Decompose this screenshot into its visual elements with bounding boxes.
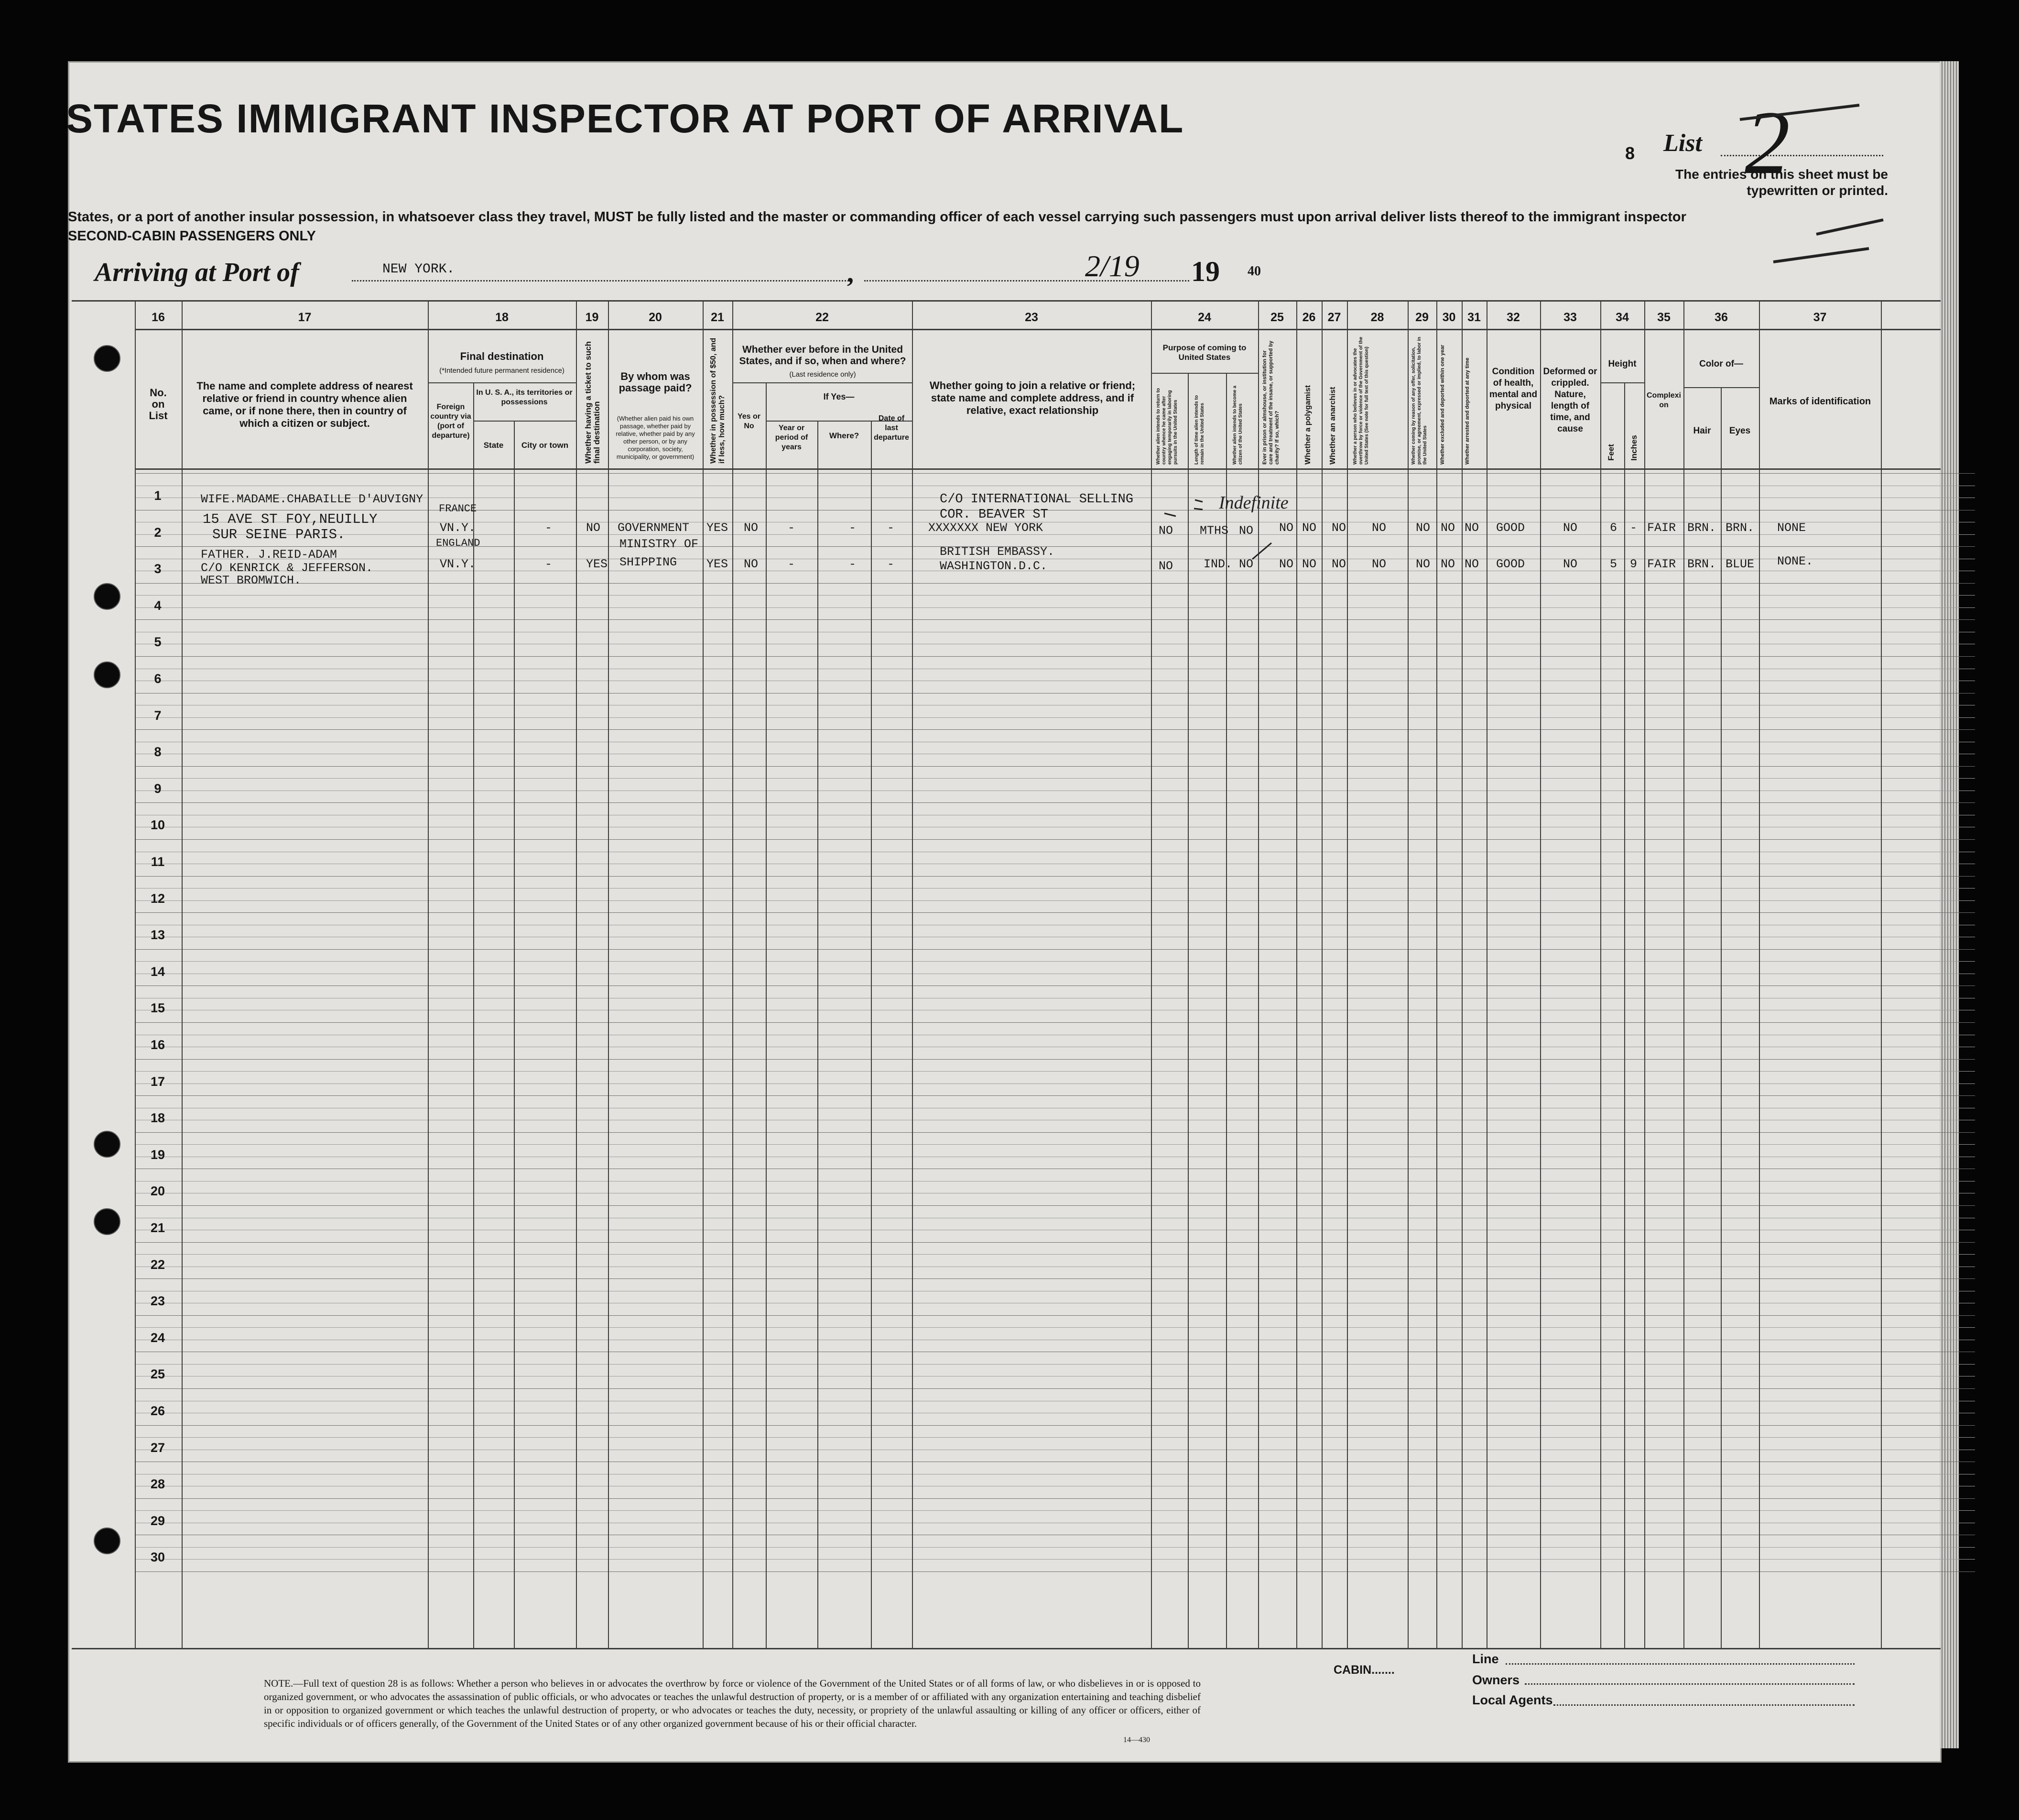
entry-2-relative-line2: C/O KENRICK & JEFFERSON. bbox=[201, 561, 373, 575]
entry-1-complexion: FAIR bbox=[1647, 521, 1676, 535]
row-number: 27 bbox=[150, 1440, 165, 1455]
entry-2-purpose-a: NO bbox=[1159, 559, 1173, 573]
col-divider bbox=[1759, 301, 1760, 1649]
row-number: 5 bbox=[154, 635, 162, 650]
entry-2-complexion: FAIR bbox=[1647, 557, 1676, 571]
row-rule bbox=[135, 1571, 1975, 1572]
row-rule bbox=[135, 583, 1975, 584]
heading-q28: Whether a person who believes in or advocates the overthrow by force or violence of the Government of the United States (See note for full text of this question) bbox=[1353, 336, 1369, 465]
entry-1-feet: 6 bbox=[1610, 521, 1617, 535]
col-number: 25 bbox=[1270, 311, 1284, 324]
heading-before-sub: (Last residence only) bbox=[789, 370, 856, 379]
list-number: 2 bbox=[1745, 93, 1790, 193]
row-rule bbox=[135, 766, 1975, 767]
heading-purpose-a: Whether alien intends to return to country whence he came after engaging temporarily in laboring pursuits in the United States bbox=[1156, 388, 1178, 465]
col-number: 37 bbox=[1813, 311, 1827, 324]
page-title: STATES IMMIGRANT INSPECTOR AT PORT OF ARRIVAL bbox=[66, 96, 1184, 141]
row-rule bbox=[135, 656, 1975, 657]
col-number: 22 bbox=[815, 311, 829, 324]
heading-inches: Inches bbox=[1629, 435, 1639, 461]
col-divider bbox=[871, 421, 872, 1649]
row-rule bbox=[135, 473, 1975, 474]
row-number: 18 bbox=[150, 1111, 165, 1126]
row-rule bbox=[135, 961, 1975, 962]
heading-final-destination-sub: (*Intended future permanent residence) bbox=[439, 367, 564, 375]
entry-2-where: - bbox=[849, 557, 857, 571]
entry-2-prison: NO bbox=[1279, 557, 1294, 571]
heading-condition: Condition of health, mental and physical bbox=[1489, 367, 1538, 411]
punch-hole bbox=[94, 345, 120, 372]
entry-2-ticket: YES bbox=[586, 557, 608, 571]
entry-2-money: YES bbox=[706, 557, 728, 571]
row-number: 20 bbox=[150, 1184, 165, 1199]
col-number: 29 bbox=[1415, 311, 1429, 324]
heading-q30: Whether excluded and deported within one year bbox=[1440, 345, 1445, 465]
entry-2-inches: 9 bbox=[1630, 557, 1638, 571]
entry-1-where: - bbox=[849, 521, 857, 535]
row-number: 10 bbox=[150, 818, 165, 833]
entry-1-state: VN.Y. bbox=[440, 521, 476, 535]
entry-1-relative-line1: WIFE.MADAME.CHABAILLE D'AUVIGNY bbox=[201, 492, 423, 506]
owners-label: Owners bbox=[1472, 1673, 1520, 1687]
heading-if-yes: If Yes— bbox=[823, 392, 855, 401]
entry-1-period: - bbox=[788, 521, 795, 535]
row-number: 19 bbox=[150, 1147, 165, 1162]
heading-join-relative: Whether going to join a relative or friend; state name and complete address, and if relative, exact relationship bbox=[929, 379, 1136, 416]
subhead-line bbox=[473, 421, 576, 422]
heading-state: State bbox=[483, 441, 504, 450]
handwritten-marks bbox=[1702, 96, 1902, 277]
entry-1-before: NO bbox=[744, 521, 759, 535]
col-divider bbox=[1683, 301, 1684, 1649]
col-divider bbox=[817, 421, 818, 1649]
heading-possession: Whether in possession of $50, and if less, how much? bbox=[709, 337, 726, 464]
col-divider bbox=[608, 301, 609, 1649]
row-rule bbox=[135, 1242, 1975, 1243]
heading-city-or-town: City or town bbox=[521, 441, 569, 450]
col-divider bbox=[576, 301, 577, 1649]
owners-field bbox=[1525, 1683, 1855, 1685]
entry-1-join-line1: C/O INTERNATIONAL SELLING bbox=[940, 492, 1134, 507]
col-divider bbox=[1408, 301, 1409, 1649]
row-rule bbox=[135, 1437, 1975, 1438]
heading-marks: Marks of identification bbox=[1769, 396, 1871, 407]
col-divider bbox=[1188, 373, 1189, 1649]
row-rule bbox=[135, 912, 1975, 913]
col-number: 32 bbox=[1507, 311, 1520, 324]
row-number: 22 bbox=[150, 1257, 165, 1272]
row-number: 28 bbox=[150, 1477, 165, 1492]
entry-2-period: - bbox=[788, 557, 795, 571]
heading-deformed: Deformed or crippled. Nature, length of time, and cause bbox=[1543, 367, 1597, 434]
page-edges bbox=[1940, 61, 1959, 1748]
entry-1-health: GOOD bbox=[1496, 521, 1525, 535]
col-divider bbox=[1721, 387, 1722, 1649]
entry-1-money: YES bbox=[706, 521, 728, 535]
port-line bbox=[352, 280, 849, 282]
row-number: 25 bbox=[150, 1367, 165, 1382]
col-number: 33 bbox=[1563, 311, 1577, 324]
subhead-line bbox=[1683, 387, 1759, 388]
entry-1-city: - bbox=[545, 521, 553, 535]
year-value: 40 bbox=[1248, 264, 1261, 279]
entry-2-join-line2: WASHINGTON.D.C. bbox=[940, 559, 1048, 573]
subhead-line bbox=[1151, 373, 1258, 374]
entry-2-purpose-b: IND. bbox=[1204, 557, 1233, 571]
entry-2-state: VN.Y. bbox=[440, 557, 476, 571]
row-number: 26 bbox=[150, 1404, 165, 1418]
line-field bbox=[1506, 1663, 1855, 1665]
heading-anarchist: Whether an anarchist bbox=[1329, 387, 1337, 465]
col-number: 23 bbox=[1025, 311, 1038, 324]
col-divider bbox=[732, 301, 733, 1649]
local-agents-label: Local Agents bbox=[1472, 1693, 1553, 1707]
entry-1-eyes: BRN. bbox=[1726, 521, 1755, 535]
heading-before-in-us: Whether ever before in the United States, and if so, when and where? bbox=[739, 344, 906, 367]
entry-2-before: NO bbox=[744, 557, 759, 571]
entry-1-deformed: NO bbox=[1563, 521, 1578, 535]
heading-date-last-departure: Date of last departure bbox=[874, 414, 909, 442]
punch-hole bbox=[94, 1208, 120, 1235]
heading-passage-paid: By whom was passage paid? bbox=[619, 370, 692, 394]
col-number: 30 bbox=[1442, 311, 1456, 324]
entry-1-q30: NO bbox=[1441, 521, 1455, 535]
entry-1-polygamist: NO bbox=[1302, 521, 1317, 535]
header-bottom-border bbox=[135, 468, 1941, 470]
heading-purpose: Purpose of coming to United States bbox=[1162, 343, 1247, 362]
row-rule bbox=[135, 717, 1975, 718]
entry-1-join-line2: COR. BEAVER ST bbox=[940, 508, 1048, 522]
entry-2-anarchist: NO bbox=[1332, 557, 1346, 571]
col-number: 20 bbox=[649, 311, 662, 324]
col-number: 16 bbox=[152, 311, 165, 324]
heading-passage-paid-sub: (Whether alien paid his own passage, whether paid by relative, whether paid by any other person, or by any corporation, society, municipality, or government) bbox=[616, 415, 695, 460]
heading-ticket: Whether having a ticket to such final destination bbox=[584, 341, 601, 464]
col-divider bbox=[1600, 301, 1601, 1649]
heading-q29: Whether coming by reason of any offer, solicitation, promise, or agreement, expressed or implied, to labor in the United States bbox=[1411, 336, 1428, 465]
entry-2-marks: NONE. bbox=[1777, 554, 1813, 568]
heading-purpose-b: Length of time alien intends to remain in the United States bbox=[1194, 395, 1205, 465]
row-rule bbox=[135, 1315, 1975, 1316]
col-divider bbox=[1644, 301, 1645, 1649]
arriving-label: Arriving at Port of bbox=[95, 258, 299, 287]
row-rule bbox=[135, 607, 1975, 608]
row-number: 11 bbox=[151, 855, 165, 869]
heading-where: Where? bbox=[829, 431, 859, 440]
row-number: 29 bbox=[150, 1513, 165, 1528]
handwritten-checkmarks bbox=[1157, 497, 1300, 564]
line-label: Line bbox=[1472, 1652, 1499, 1666]
date-value: 2/19 bbox=[1085, 249, 1140, 283]
col-number: 27 bbox=[1327, 311, 1341, 324]
table-top-border bbox=[72, 300, 1941, 302]
col-number: 31 bbox=[1467, 311, 1481, 324]
entry-1-purpose-c: NO bbox=[1239, 524, 1254, 538]
row-rule bbox=[135, 876, 1975, 877]
entry-2-passage-line1: MINISTRY OF bbox=[619, 537, 699, 551]
entry-1-join-line3: XXXXXXX NEW YORK bbox=[928, 521, 1043, 535]
heading-feet: Feet bbox=[1607, 444, 1616, 461]
row-rule bbox=[135, 900, 1975, 901]
entry-1-q31: NO bbox=[1465, 521, 1479, 535]
heading-yes-or-no: Yes or No bbox=[737, 412, 761, 430]
heading-year-or-period: Year or period of years bbox=[775, 424, 808, 451]
heading-hair: Hair bbox=[1693, 426, 1711, 436]
subhead-line bbox=[732, 382, 912, 383]
row-rule bbox=[135, 1327, 1975, 1328]
row-rule bbox=[135, 595, 1975, 596]
col-divider bbox=[912, 301, 913, 1649]
instructions-text: States, or a port of another insular possession, in whatsoever class they travel, MUST be fully listed and the master or commanding officer of each vessel carrying such passengers must upon arrival deliver lists thereof to the immigrant inspector bbox=[68, 209, 1686, 225]
heading-no-on-list: No. on List bbox=[149, 387, 168, 422]
entry-2-passage-line2: SHIPPING bbox=[619, 555, 677, 569]
row-number: 15 bbox=[150, 1001, 165, 1016]
row-rule bbox=[135, 1278, 1975, 1279]
heading-complexion: Complexion bbox=[1646, 391, 1681, 409]
agents-field bbox=[1553, 1704, 1855, 1706]
entry-1-inches: - bbox=[1630, 521, 1638, 535]
row-rule bbox=[135, 1388, 1975, 1389]
entry-2-country: ENGLAND bbox=[436, 537, 480, 549]
entry-2-relative-line3: WEST BROMWICH. bbox=[201, 574, 302, 587]
entry-1-relative-line3: SUR SEINE PARIS. bbox=[212, 527, 346, 542]
heading-q31: Whether arrested and deported at any time bbox=[1465, 358, 1470, 465]
year-prefix: 19 bbox=[1191, 256, 1220, 287]
col-divider bbox=[182, 301, 183, 1649]
entry-1-purpose-b: MTHS bbox=[1200, 524, 1229, 538]
row-rule bbox=[135, 949, 1975, 950]
entry-2-relative-line1: FATHER. J.REID-ADAM bbox=[201, 548, 337, 562]
list-label: List bbox=[1663, 130, 1702, 157]
entry-1-relative-line2: 15 AVE ST FOY,NEUILLY bbox=[203, 511, 378, 527]
row-number: 1 bbox=[154, 488, 162, 503]
row-number: 16 bbox=[150, 1038, 165, 1052]
row-rule bbox=[135, 1071, 1975, 1072]
heading-polygamist: Whether a polygamist bbox=[1304, 385, 1312, 465]
col-number: 36 bbox=[1715, 311, 1728, 324]
entry-1-prison: NO bbox=[1279, 521, 1294, 535]
row-number: 17 bbox=[150, 1074, 165, 1089]
port-value: NEW YORK. bbox=[382, 262, 455, 277]
entry-2-hair: BRN. bbox=[1687, 557, 1716, 571]
row-rule bbox=[135, 1144, 1975, 1145]
row-rule bbox=[135, 839, 1975, 840]
entries-note: The entries on this sheet must be typewritten or printed. bbox=[1675, 167, 1888, 198]
subhead-line bbox=[1600, 382, 1644, 383]
row-rule bbox=[135, 1095, 1975, 1096]
row-number: 2 bbox=[154, 525, 162, 540]
heading-final-destination: Final destination bbox=[460, 350, 544, 362]
row-rule bbox=[135, 1510, 1975, 1511]
row-number: 21 bbox=[150, 1221, 165, 1235]
row-number: 23 bbox=[150, 1294, 165, 1309]
row-rule bbox=[135, 619, 1975, 620]
entry-1-purpose-a: NO bbox=[1159, 524, 1173, 538]
cabin-label: CABIN....... bbox=[1334, 1663, 1395, 1677]
entry-1-marks: NONE bbox=[1777, 521, 1806, 535]
col-number: 28 bbox=[1370, 311, 1384, 324]
entry-2-polygamist: NO bbox=[1302, 557, 1317, 571]
entry-2-eyes: BLUE bbox=[1726, 557, 1755, 571]
entry-1-hair: BRN. bbox=[1687, 521, 1716, 535]
entry-1-departure: - bbox=[887, 521, 895, 535]
row-number: 3 bbox=[154, 562, 162, 576]
col-divider bbox=[1347, 301, 1348, 1649]
col-divider bbox=[1624, 382, 1625, 1649]
row-rule bbox=[135, 546, 1975, 547]
col-divider bbox=[766, 382, 767, 1649]
row-number: 12 bbox=[150, 891, 165, 906]
row-number: 8 bbox=[154, 745, 162, 759]
col-divider bbox=[703, 301, 704, 1649]
row-rule bbox=[135, 1205, 1975, 1206]
heading-color-of: Color of— bbox=[1699, 359, 1743, 369]
entry-1-ticket: NO bbox=[586, 521, 601, 535]
col-number: 17 bbox=[298, 311, 312, 324]
entry-1-country: FRANCE bbox=[439, 503, 477, 515]
row-number: 9 bbox=[154, 781, 162, 796]
row-number: 24 bbox=[150, 1330, 165, 1345]
row-number: 4 bbox=[154, 598, 162, 613]
col-divider bbox=[1462, 301, 1463, 1649]
col-divider bbox=[1436, 301, 1437, 1649]
heading-in-usa: In U. S. A., its territories or possessions bbox=[476, 389, 573, 406]
subhead-line bbox=[428, 382, 576, 383]
col-divider bbox=[1881, 301, 1882, 1649]
col-divider bbox=[1322, 301, 1323, 1649]
heading-height: Height bbox=[1608, 359, 1637, 369]
entry-1-q29: NO bbox=[1416, 521, 1431, 535]
entry-2-q28: NO bbox=[1372, 557, 1387, 571]
heading-nearest-relative: The name and complete address of nearest relative or friend in country whence alien came, or if none there, then in country of which a citizen or subject. bbox=[196, 380, 413, 429]
entry-2-city: - bbox=[545, 557, 553, 571]
punch-hole bbox=[94, 1131, 120, 1158]
entry-2-q29: NO bbox=[1416, 557, 1431, 571]
entry-2-join-line1: BRITISH EMBASSY. bbox=[940, 545, 1055, 559]
row-rule bbox=[135, 1559, 1975, 1560]
row-number: 14 bbox=[150, 964, 165, 979]
row-rule bbox=[135, 1254, 1975, 1255]
row-rule bbox=[135, 1132, 1975, 1133]
date-line bbox=[864, 280, 1189, 282]
punch-hole bbox=[94, 1528, 120, 1554]
col-number: 24 bbox=[1198, 311, 1211, 324]
row-rule bbox=[135, 1022, 1975, 1023]
col-divider bbox=[473, 382, 474, 1649]
entry-1-q28: NO bbox=[1372, 521, 1387, 535]
comma: , bbox=[847, 259, 854, 288]
column-number-divider bbox=[135, 329, 1941, 330]
col-divider bbox=[428, 301, 429, 1649]
row-rule bbox=[135, 1425, 1975, 1426]
page-number: 8 bbox=[1625, 143, 1635, 163]
heading-purpose-c: Whether alien intends to become a citizen of the United States bbox=[1232, 385, 1243, 465]
cabin-class-label: SECOND-CABIN PASSENGERS ONLY bbox=[68, 228, 316, 244]
entry-2-deformed: NO bbox=[1563, 557, 1578, 571]
row-rule bbox=[135, 1364, 1975, 1365]
form-number: 14—430 bbox=[1123, 1736, 1150, 1744]
col-number: 34 bbox=[1616, 311, 1629, 324]
handwritten-indefinite: Indefinite bbox=[1219, 493, 1289, 513]
heading-prison: Ever in prison or almshouse, or institution for care and treatment of the insane, or supported by charity? If so, which? bbox=[1262, 340, 1280, 465]
entry-2-purpose-c: NO bbox=[1239, 557, 1254, 571]
entry-2-departure: - bbox=[887, 557, 895, 571]
question-28-note: NOTE.—Full text of question 28 is as follows: Whether a person who believes in or advocates the overthrow by force or violence of the Government of the United States or of all forms of law, or who disbelieves in or is opposed to organized government, or who advocates the assassination of public officials, or who advocates or teaches the unlawful destruction of property, or is a member of or affiliated with any organization entertaining and teaching disbelief in or opposition to organized government or which teaches the unlawful destruction of property, or who advocates or teaches the duty, necessity, or propriety of the unlawful assaulting or killing of any officer or officers, either of specific individuals or of officers generally, of the Government of the United States or of any other organized government because of his or their official character. bbox=[264, 1678, 1201, 1729]
row-rule bbox=[135, 1083, 1975, 1084]
row-rule bbox=[135, 1498, 1975, 1499]
entry-2-q31: NO bbox=[1465, 557, 1479, 571]
entry-2-health: GOOD bbox=[1496, 557, 1525, 571]
punch-hole bbox=[94, 661, 120, 688]
col-divider bbox=[1540, 301, 1541, 1649]
table-bottom-border bbox=[72, 1648, 1941, 1649]
heading-foreign-country: Foreign country via (port of departure) bbox=[430, 403, 471, 440]
row-rule bbox=[135, 1059, 1975, 1060]
heading-eyes: Eyes bbox=[1729, 426, 1751, 436]
col-number: 21 bbox=[711, 311, 724, 324]
row-rule bbox=[135, 778, 1975, 779]
row-number: 7 bbox=[154, 708, 162, 723]
col-number: 18 bbox=[495, 311, 509, 324]
punch-hole bbox=[94, 583, 120, 610]
row-rule bbox=[135, 729, 1975, 730]
entry-1-anarchist: NO bbox=[1332, 521, 1346, 535]
col-divider bbox=[514, 421, 515, 1649]
row-number: 30 bbox=[150, 1550, 165, 1565]
col-number: 19 bbox=[585, 311, 599, 324]
row-rule bbox=[135, 802, 1975, 803]
row-number: 13 bbox=[150, 928, 165, 942]
entry-2-q30: NO bbox=[1441, 557, 1455, 571]
entry-1-passage: GOVERNMENT bbox=[618, 521, 690, 535]
entry-2-feet: 5 bbox=[1610, 557, 1617, 571]
col-number: 35 bbox=[1657, 311, 1671, 324]
row-number: 6 bbox=[154, 672, 162, 686]
row-rule bbox=[135, 1547, 1975, 1548]
col-number: 26 bbox=[1302, 311, 1316, 324]
col-divider bbox=[1151, 301, 1152, 1649]
